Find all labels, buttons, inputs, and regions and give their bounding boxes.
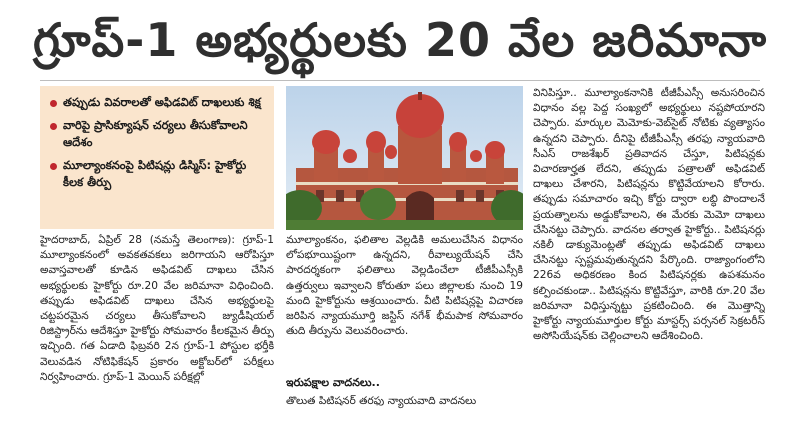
highlights-box [40, 86, 274, 229]
article-paragraph: తొలుత పిటిషనర్ తరఫు న్యాయవాది వాదనలు [286, 395, 477, 407]
bullet-dot-icon [50, 123, 57, 130]
bullet-dot-icon [50, 100, 57, 107]
article-paragraph: మూల్యాంకనం, ఫలితాల వెల్లడికి అమలుచేసిన విధానం లోపభూయిష్టంగా ఉన్నదని, రీవాల్యుయేషన్ చేసి పారదర్శకంగా ఫలితాలు వెల్లడించేలా టీజీపీఎస్సీకి ఉత్తర్వులు ఇవ్వాలని కోరుతూ పలు జిల్లాలకు నుంచి 19 మంది హైకోర్టును ఆశ్రయించారు. వీటి పిటిషన్లపై విచారణ జరిపిన న్యాయమూర్తి జస్టిస్ నగేశ్ భీమపాక సోమవారం తుది తీర్పును వెలువరించారు. [286, 234, 523, 338]
highlight-item [50, 157, 266, 191]
highlight-text: వారిపై ప్రాసిక్యూషన్ చర్యలు తీసుకోవాలని ఆదేశం [63, 118, 248, 149]
article-column-middle [286, 233, 523, 373]
headline-divider [40, 80, 760, 81]
high-court-photo [286, 86, 523, 230]
headline: గ్రూప్-1 అభ్యర్థులకు 20 వేల జరిమానా [32, 13, 768, 67]
bullet-dot-icon [50, 163, 57, 170]
high-court-building-image [286, 86, 523, 230]
highlight-item [50, 94, 266, 111]
article-column-middle-tail [286, 394, 523, 414]
article-column-left [40, 233, 274, 418]
highlight-text: మూల్యాంకనంపై పిటిషన్లు డిస్మిస్: హైకోర్టు కీలక తీర్పు [63, 158, 247, 189]
article-paragraph: హైదరాబాద్, ఏప్రిల్ 28 (నమస్తే తెలంగాణ): గ్రూప్-1 మూల్యాంకనంలో అవకతవకలు జరిగాయని ఆరోపిస్తూ అవాస్తవాలతో కూడిన అఫిడవిట్ దాఖలు చేసిన అభ్యర్థులకు హైకోర్టు రూ.20 వేల జరిమానా విధించింది. తప్పుడు అఫిడవిట్ దాఖలు చేసిన అభ్యర్థులపై చట్టపరమైన చర్యలు తీసుకోవాలని జ్యుడీషియల్ రిజిస్ట్రార్‌ను ఆదేశిస్తూ హైకోర్టు సోమవారం కీలకమైన తీర్పు ఇచ్చింది. గత ఏడాది ఫిబ్రవరి 2న గ్రూప్-1 పోస్టుల భర్తీకి వెలువడిన నోటిఫికేషన్ ప్రకారం అక్టోబర్‌లో పరీక్షలు నిర్వహించారు. గ్రూప్-1 మెయిన్ పరీక్షల్లో [40, 234, 274, 383]
highlight-text: తప్పుడు వివరాలతో అఫిడవిట్ దాఖలుకు శిక్ష [63, 95, 261, 109]
article-paragraph: వినిపిస్తూ.. మూల్యాంకనానికి టీజీపీఎస్సీ అనుసరించిన విధానం వల్ల పెద్ద సంఖ్యలో అభ్యర్థులు నష్టపోయారని చెప్పారు. మార్కుల మెమోకు-వెబ్‌సైట్ నోటికు వ్యత్యాసం ఉన్నదని చెప్పారు. దీనిపై టీజీపీఎస్సీ తరఫు న్యాయవాది సీఎస్ రాజశేఖర్ ప్రతివాదన చేస్తూ, పిటిషన్లకు విచారణార్హత లేదని, తప్పుడు పత్రాలతో అఫిడవిట్ దాఖలు చేశారని, పిటిషన్లను కొట్టివేయాలని కోరారు. తప్పుడు సమాచారం ఇచ్చి కోర్టు ద్వారా లబ్ధి పొందాలనే ప్రయత్నాలను అడ్డుకోవాలని, ఈ మేరకు మెమో దాఖలు చేసినట్టు చెప్పారు. వాదనల తర్వాత హైకోర్టు.. పిటిషనర్లు నకిలీ డాక్యుమెంట్లతో తప్పుడు అఫిడవిట్ దాఖలు చేసినట్టు స్పష్టమవుతున్నదని పేర్కొంది. రాజ్యాంగంలోని 226వ అధికరణం కింద పిటిషనర్లకు ఉపశమనం కల్పించకుండా.. పిటిషన్లను కొట్టివేస్తూ, వారికి రూ.20 వేల జరిమానా విధిస్తున్నట్టు ప్రకటించింది. ఈ మొత్తాన్ని హైకోర్టు న్యాయమూర్తుల కోర్టు మాస్టర్స్ పర్సనల్ సెక్రటరీస్ అసోసియేషన్‌కు చెల్లించాలని ఆదేశించింది. [533, 87, 765, 343]
article-column-right [533, 86, 765, 418]
highlight-item [50, 117, 266, 151]
section-subhead: ఇరుపక్షాల వాదనలు.. [286, 376, 380, 389]
